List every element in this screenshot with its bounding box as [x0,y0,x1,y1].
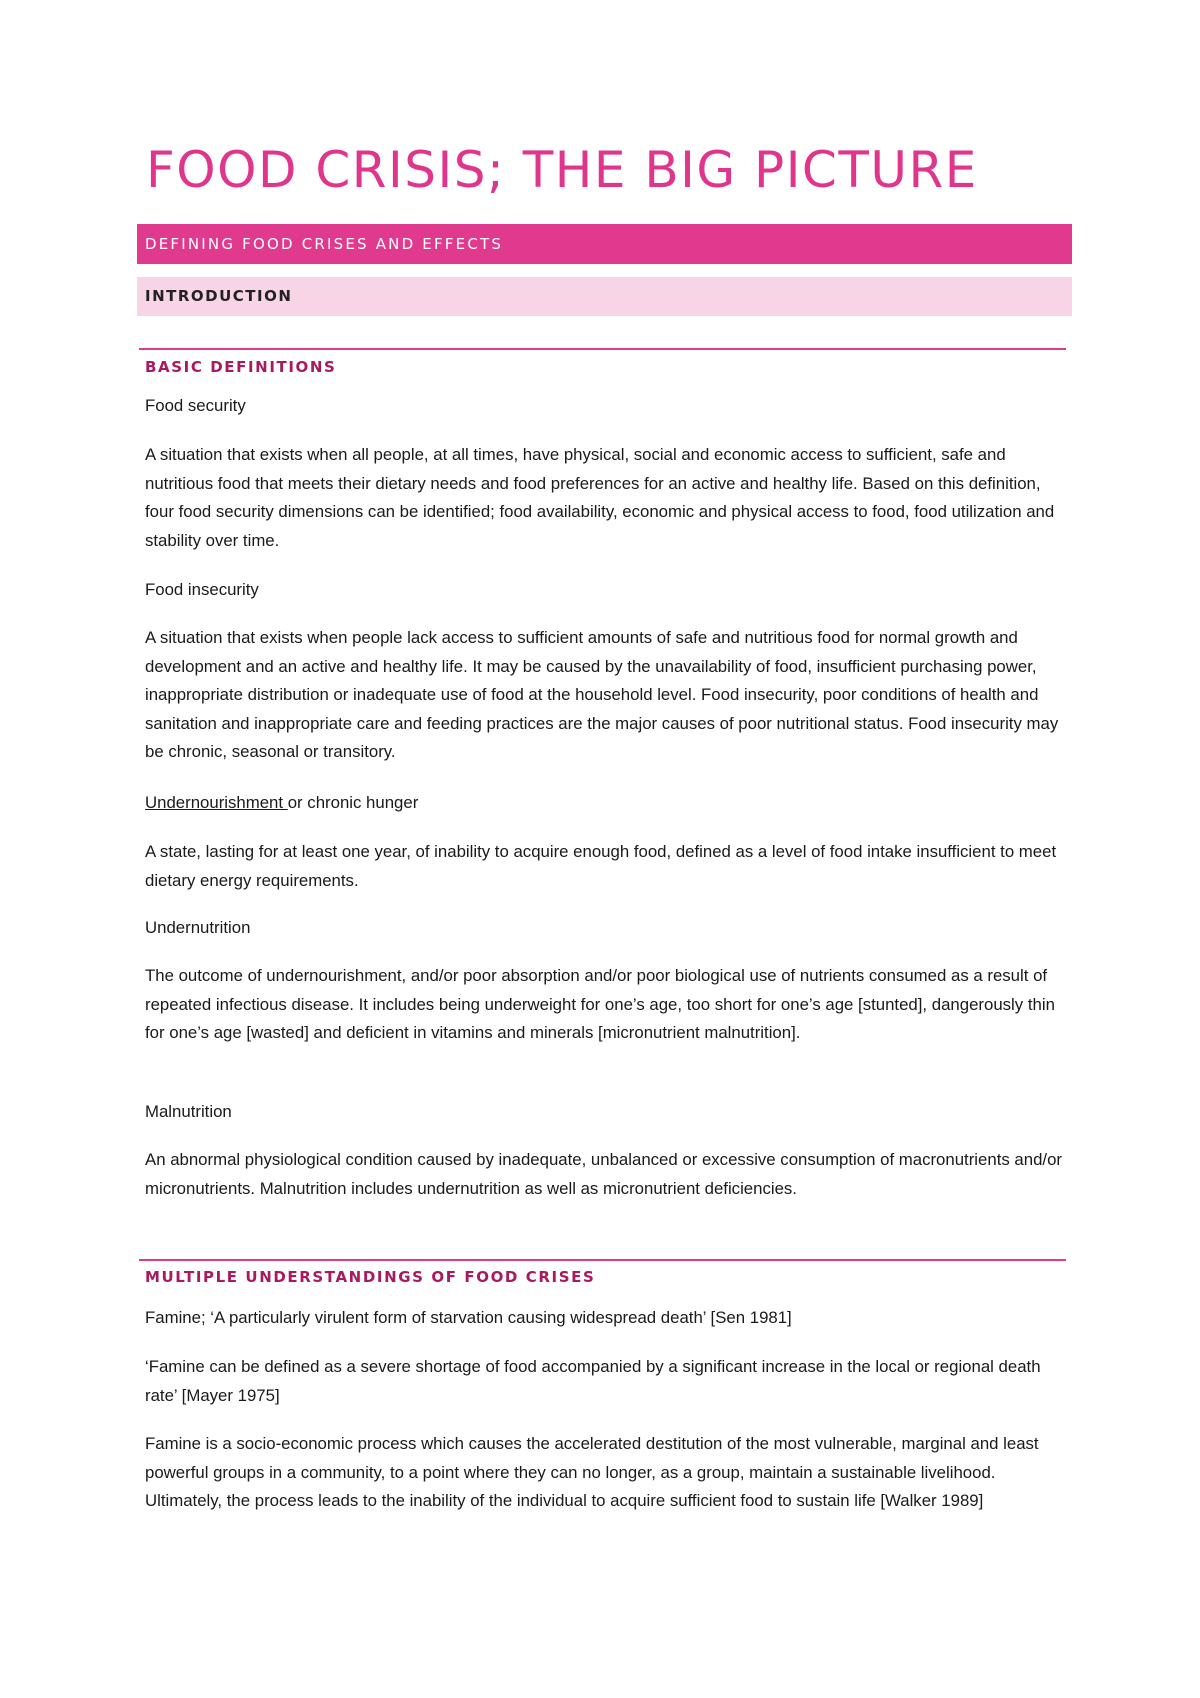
famine-definition-walker: Famine is a socio-economic process which causes the accelerated destitution of the most vulnerable, marginal and least powerful groups in a community, to a point where they can no longer, as a group, maintain a sustainable livelihood. Ultimately, the process leads to the inability of the individual to acquire sufficient food to sustain life [Walker 1989] [145,1434,1039,1511]
definition-malnutrition: An abnormal physiological condition caused by inadequate, unbalanced or excessive consumption of macronutrients and/or micronutrients. Malnutrition includes undernutrition as well as micronutrient deficiencies. [145,1150,1063,1198]
famine-definition-mayer: ‘Famine can be defined as a severe shortage of food accompanied by a significant increase in the local or regional death rate’ [Mayer 1975] [145,1357,1041,1405]
term-undernourishment [145,789,1070,818]
document-title: FOOD CRISIS; THE BIG PICTURE [146,141,978,199]
term-undernutrition: Undernutrition [145,918,251,937]
term-food-security: Food security [145,396,246,415]
section-heading-band: INTRODUCTION [137,277,1072,316]
definition-undernourishment: A state, lasting for at least one year, of inability to acquire enough food, defined as a level of food intake insufficient to meet dietary energy requirements. [145,842,1057,890]
term-undernourishment-rest: or chronic hunger [287,793,419,812]
section-divider [139,348,1066,350]
term-malnutrition: Malnutrition [145,1102,232,1121]
chapter-heading-band: DEFINING FOOD CRISES AND EFFECTS [137,224,1072,264]
definition-food-security: A situation that exists when all people, at all times, have physical, social and economic access to sufficient, safe and nutritious food that meets their dietary needs and food preferences for an active and healthy life. Based on this definition, four food security dimensions can be identified; food availability, economic and physical access to food, food utilization and stability over time. [145,445,1055,550]
term-undernourishment-underlined: Undernourishment [145,793,288,812]
definition-food-insecurity: A situation that exists when people lack access to sufficient amounts of safe and nutritious food for normal growth and development and an active and healthy life. It may be caused by the unavailability of food, insufficient purchasing power, inappropriate distribution or inadequate use of food at the household level. Food insecurity, poor conditions of health and sanitation and inappropriate care and feeding practices are the major causes of poor nutritional status. Food insecurity may be chronic, seasonal or transitory. [145,628,1059,762]
section-heading-multiple-understandings: MULTIPLE UNDERSTANDINGS OF FOOD CRISES [145,1268,596,1286]
definition-undernutrition: The outcome of undernourishment, and/or poor absorption and/or poor biological use of nutrients consumed as a result of repeated infectious disease. It includes being underweight for one’s age, too short for one’s age [stunted], dangerously thin for one’s age [wasted] and deficient in vitamins and minerals [micronutrient malnutrition]. [145,966,1055,1043]
section-divider [139,1259,1066,1261]
section-heading-basic-definitions: BASIC DEFINITIONS [145,358,337,376]
famine-definition-sen: Famine; ‘A particularly virulent form of starvation causing widespread death’ [Sen 1981] [145,1308,792,1327]
term-food-insecurity: Food insecurity [145,580,259,599]
